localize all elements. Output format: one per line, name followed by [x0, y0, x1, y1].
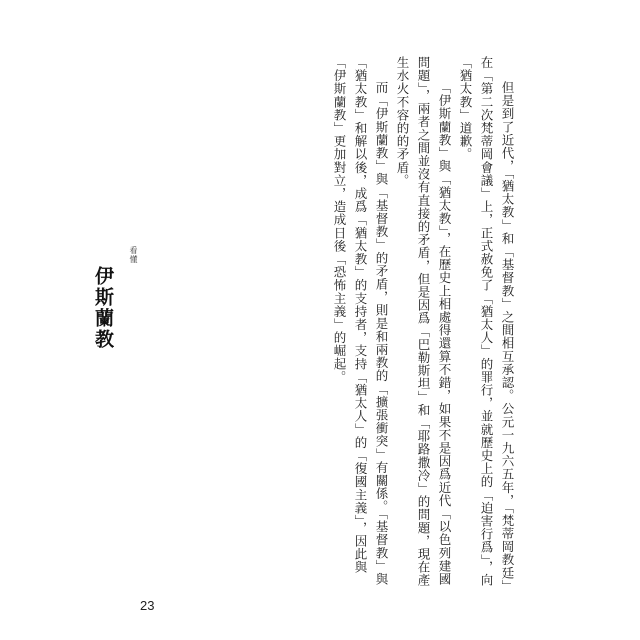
book-title-main: 伊斯蘭教 — [92, 266, 114, 350]
paragraph-2: 「伊斯蘭教」與「猶太教」，在歷史上相處得還算不錯，如果不是因爲近代「以色列建國問題」，兩者之間並沒有直接的矛盾，但是因爲「巴勒斯坦」和「耶路撒冷」的問題，現在產生水火不容的的矛盾。 — [395, 56, 452, 587]
page-number: 23 — [140, 598, 155, 613]
body-text — [318, 56, 518, 596]
paragraph-1: 但是到了近代，「猶太教」和「基督教」之間相互承認。公元一九六五年，「梵蒂岡教廷」在「第二次梵蒂岡會議」上，正式赦免了「猶太人」的罪行，並就歷史上的「迫害行爲」，向「猶太教」道歉。 — [458, 56, 515, 593]
paragraph-3: 而「伊斯蘭教」與「基督教」的矛盾，則是和兩教的「擴張衝突」有關係。「基督教」與「猶太教」和解以後，成爲「猶太教」的支持者，支持「猶太人」的「復國主義」，因此與「伊斯蘭教」更加對立，造成日後「恐怖主義」的崛起。 — [332, 56, 389, 586]
book-title-block — [90, 246, 150, 356]
book-title-prefix: 看懂 — [129, 246, 138, 264]
